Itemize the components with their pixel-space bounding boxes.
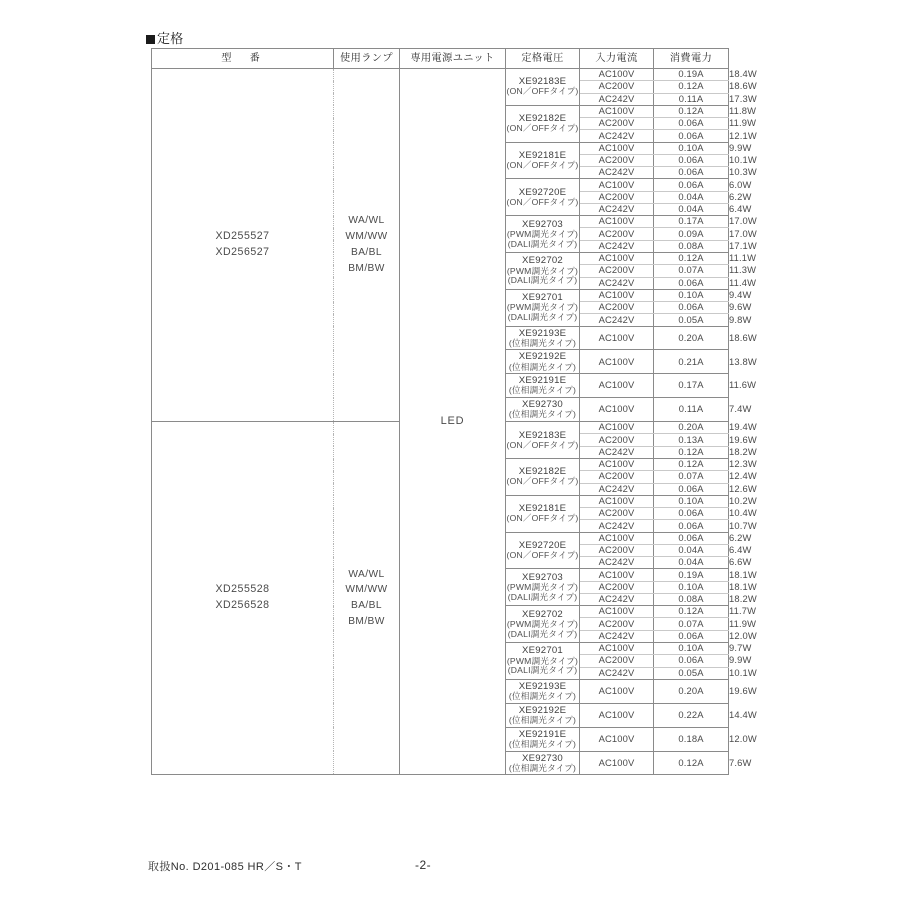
power-unit-type: (PWM調光タイプ) [506,581,579,592]
power-unit-type: (位相調光タイプ) [508,409,577,420]
rated-voltage-value: AC200V [580,471,654,483]
table-row: XE92703 (PWM調光タイプ) (DALI調光タイプ) AC100V 0.19A 18.1W [152,569,729,581]
input-current-value: 0.11A [654,93,729,105]
table-row: AC242V 0.08A 18.2W [152,593,729,605]
table-row: XE92192E (位相調光タイプ) AC100V 0.22A 14.4W [152,703,729,727]
table-row: XE92720E (ON／OFFタイプ) AC100V 0.06A 6.0W [152,179,729,191]
rated-voltage-value: AC242V [580,483,654,495]
specifications-table [151,48,757,775]
power-unit-type: (ON／OFFタイプ) [506,160,579,171]
rated-voltage-value: AC100V [580,703,654,727]
power-unit-cell [506,703,580,727]
rated-voltage-value: AC100V [580,142,654,154]
table-row: AC242V 0.12A 18.2W [152,446,729,458]
power-unit-name: XE92191E [518,375,567,387]
input-current-value: 0.08A [654,240,729,252]
table-row: XD255528 XD256528 WA/WL WM/WW BA/BL BM/BW XE92183E (ON／OFFタイプ) AC100V 0.20A 19.4W [152,422,729,434]
model-number: XD256527 [215,246,270,259]
column-header-power-unit: 専用電源ユニット [400,49,506,69]
input-current-value: 0.08A [654,593,729,605]
table-row: AC242V 0.05A 10.1W [152,667,729,679]
power-unit-name: XE92192E [518,351,567,363]
rated-voltage-value: AC100V [580,495,654,507]
input-current-value: 0.17A [654,216,729,228]
power-unit-type: (PWM調光タイプ) [506,618,579,629]
power-unit-name: XE92181E [518,503,567,515]
power-unit-type: (DALI調光タイプ) [507,665,578,676]
rated-voltage-value: AC100V [580,751,654,775]
rated-voltage-value: AC242V [580,667,654,679]
power-unit-cell [506,422,580,459]
input-current-value: 0.12A [654,606,729,618]
power-unit-type: (PWM調光タイプ) [506,655,579,666]
table-row: AC200V 0.12A 18.6W [152,81,729,93]
power-unit-type: (位相調光タイプ) [508,738,577,749]
power-unit-cell [506,326,580,350]
power-unit-cell [506,398,580,422]
rated-voltage-value: AC200V [580,434,654,446]
rated-voltage-value: AC200V [580,302,654,314]
table-row: AC242V 0.06A 10.3W [152,167,729,179]
rated-voltage-value: AC242V [580,130,654,142]
rated-voltage-value: AC242V [580,277,654,289]
model-number: XD255528 [215,583,270,596]
table-row: XE92702 (PWM調光タイプ) (DALI調光タイプ) AC100V 0.12A 11.1W [152,252,729,264]
rated-voltage-value: AC200V [580,544,654,556]
rated-voltage-value: AC100V [580,727,654,751]
lamp-type-cell: LED [400,69,506,775]
table-row: AC242V 0.05A 9.8W [152,314,729,326]
model-number-cell [152,422,334,775]
rated-voltage-value: AC200V [580,118,654,130]
power-unit-cell [506,179,580,216]
input-current-value: 0.06A [654,277,729,289]
power-unit-type: (ON／OFFタイプ) [506,513,579,524]
power-unit-name: XE92702 [522,255,563,267]
input-current-value: 0.12A [654,105,729,117]
power-unit-type: (位相調光タイプ) [508,714,577,725]
power-unit-cell [506,105,580,142]
column-header-rated-voltage: 定格電圧 [506,49,580,69]
rated-voltage-value: AC100V [580,69,654,81]
input-current-value: 0.19A [654,69,729,81]
table-body [152,68,757,775]
power-unit-name: XE92701 [522,645,563,657]
input-current-value: 0.12A [654,459,729,471]
input-current-value: 0.20A [654,422,729,434]
input-current-value: 0.06A [654,130,729,142]
power-unit-name: XE92703 [522,571,563,583]
power-unit-name: XE92702 [522,608,563,620]
lamp-code: BM/BW [348,616,385,628]
power-unit-cell [506,751,580,775]
rated-voltage-value: AC200V [580,265,654,277]
power-unit-name: XE92730 [522,752,563,764]
column-header-model: 型 番 [152,49,334,69]
power-unit-type: (位相調光タイプ) [508,385,577,396]
rated-voltage-value: AC200V [580,228,654,240]
lamp-code-cell [334,69,400,422]
input-current-value: 0.06A [654,302,729,314]
power-unit-name: XE92192E [518,704,567,716]
table-row: AC200V 0.06A 10.1W [152,154,729,166]
table-row: AC200V 0.06A 9.6W [152,302,729,314]
table-row: XD255527 XD256527 WA/WL WM/WW BA/BL BM/BW LED XE92183E (ON／OFFタイプ) AC100V 0.19A 18.4W [152,69,729,81]
rated-voltage-value: AC242V [580,203,654,215]
rated-voltage-value: AC242V [580,240,654,252]
power-unit-cell [506,289,580,326]
power-unit-type: (ON／OFFタイプ) [506,86,579,97]
power-unit-type: (ON／OFFタイプ) [506,123,579,134]
rated-voltage-value: AC100V [580,642,654,654]
rated-voltage-value: AC100V [580,459,654,471]
power-unit-type: (ON／OFFタイプ) [506,550,579,561]
footer-page-number: -2- [415,858,432,872]
table-row: AC200V 0.07A 11.9W [152,618,729,630]
table-row: XE92182E (ON／OFFタイプ) AC100V 0.12A 11.8W [152,105,729,117]
table-row: AC242V 0.06A 12.0W [152,630,729,642]
power-unit-cell [506,350,580,374]
table-row: AC242V 0.06A 12.1W [152,130,729,142]
power-unit-cell [506,679,580,703]
rated-voltage-value: AC200V [580,508,654,520]
input-current-value: 0.10A [654,142,729,154]
power-unit-cell [506,374,580,398]
power-unit-type: (ON／OFFタイプ) [506,476,579,487]
power-unit-cell [506,252,580,289]
page-title [146,28,184,47]
input-current-value: 0.13A [654,434,729,446]
rated-voltage-value: AC200V [580,618,654,630]
input-current-value: 0.21A [654,350,729,374]
table-row: XE92730 (位相調光タイプ) AC100V 0.12A 7.6W [152,751,729,775]
input-current-value: 0.22A [654,703,729,727]
input-current-value: 0.07A [654,265,729,277]
power-unit-cell [506,495,580,532]
input-current-value: 0.06A [654,483,729,495]
power-unit-name: XE92191E [518,728,567,740]
input-current-value: 0.06A [654,154,729,166]
table-row: XE92701 (PWM調光タイプ) (DALI調光タイプ) AC100V 0.10A 9.7W [152,642,729,654]
power-unit-name: XE92183E [518,76,567,88]
power-unit-cell [506,606,580,643]
power-unit-cell [506,69,580,106]
table-row: XE92181E (ON／OFFタイプ) AC100V 0.10A 9.9W [152,142,729,154]
section-marker-icon [146,35,155,44]
rated-voltage-value: AC100V [580,289,654,301]
table-row: AC200V 0.13A 19.6W [152,434,729,446]
power-unit-cell [506,642,580,679]
input-current-value: 0.09A [654,228,729,240]
input-current-value: 0.04A [654,203,729,215]
table-row: XE92191E (位相調光タイプ) AC100V 0.18A 12.0W [152,727,729,751]
input-current-value: 0.06A [654,630,729,642]
rated-voltage-value: AC100V [580,350,654,374]
power-unit-name: XE92720E [518,540,567,552]
rated-voltage-value: AC100V [580,532,654,544]
power-unit-name: XE92181E [518,150,567,162]
input-current-value: 0.06A [654,532,729,544]
power-unit-type: (DALI調光タイプ) [507,238,578,249]
table-row: XE92720E (ON／OFFタイプ) AC100V 0.06A 6.2W [152,532,729,544]
header-row [152,49,729,69]
rated-voltage-value: AC100V [580,569,654,581]
power-unit-name: XE92193E [518,680,567,692]
input-current-value: 0.07A [654,618,729,630]
power-unit-cell [506,142,580,179]
table-row: XE92193E (位相調光タイプ) AC100V 0.20A 18.6W [152,326,729,350]
lamp-code: BM/BW [348,262,385,274]
rated-voltage-value: AC242V [580,93,654,105]
power-unit-cell [506,569,580,606]
input-current-value: 0.04A [654,544,729,556]
table-row: XE92730 (位相調光タイプ) AC100V 0.11A 7.4W [152,398,729,422]
table-row: AC242V 0.08A 17.1W [152,240,729,252]
input-current-value: 0.04A [654,191,729,203]
input-current-value: 0.20A [654,679,729,703]
table-row: AC200V 0.06A 9.9W [152,655,729,667]
power-unit-name: XE92193E [518,327,567,339]
rated-voltage-value: AC242V [580,593,654,605]
table-row: AC242V 0.06A 10.7W [152,520,729,532]
power-unit-type: (位相調光タイプ) [508,337,577,348]
table-row: XE92703 (PWM調光タイプ) (DALI調光タイプ) AC100V 0.17A 17.0W [152,216,729,228]
table-row: XE92193E (位相調光タイプ) AC100V 0.20A 19.6W [152,679,729,703]
input-current-value: 0.06A [654,655,729,667]
power-unit-name: XE92182E [518,466,567,478]
input-current-value: 0.10A [654,289,729,301]
table-row: XE92182E (ON／OFFタイプ) AC100V 0.12A 12.3W [152,459,729,471]
input-current-value: 0.12A [654,252,729,264]
power-unit-cell [506,216,580,253]
input-current-value: 0.10A [654,495,729,507]
rated-voltage-value: AC100V [580,679,654,703]
table-row: AC200V 0.09A 17.0W [152,228,729,240]
table-row: XE92191E (位相調光タイプ) AC100V 0.17A 11.6W [152,374,729,398]
table-row: AC200V 0.06A 11.9W [152,118,729,130]
lamp-code: WM/WW [345,231,388,243]
model-number: XD255527 [215,230,270,243]
rated-voltage-value: AC200V [580,581,654,593]
rated-voltage-value: AC200V [580,191,654,203]
power-unit-name: XE92703 [522,218,563,230]
power-unit-name: XE92183E [518,429,567,441]
input-current-value: 0.07A [654,471,729,483]
power-unit-cell [506,532,580,569]
input-current-value: 0.06A [654,118,729,130]
input-current-value: 0.06A [654,167,729,179]
power-unit-name: XE92701 [522,292,563,304]
power-unit-type: (位相調光タイプ) [508,361,577,372]
table-row: AC200V 0.07A 11.3W [152,265,729,277]
rated-voltage-value: AC242V [580,520,654,532]
power-unit-type: (DALI調光タイプ) [507,275,578,286]
power-unit-name: XE92720E [518,186,567,198]
power-unit-type: (PWM調光タイプ) [506,302,579,313]
power-unit-name: XE92730 [522,399,563,411]
power-unit-type: (DALI調光タイプ) [507,591,578,602]
input-current-value: 0.12A [654,446,729,458]
power-unit-name: XE92182E [518,113,567,125]
table-row: AC200V 0.04A 6.4W [152,544,729,556]
input-current-value: 0.05A [654,314,729,326]
model-number: XD256528 [215,599,270,612]
table-row: XE92181E (ON／OFFタイプ) AC100V 0.10A 10.2W [152,495,729,507]
power-unit-type: (DALI調光タイプ) [507,312,578,323]
lamp-code-cell [334,422,400,775]
table-row: XE92192E (位相調光タイプ) AC100V 0.21A 13.8W [152,350,729,374]
rated-voltage-value: AC242V [580,630,654,642]
power-unit-type: (位相調光タイプ) [508,762,577,773]
column-header-lamp: 使用ランプ [334,49,400,69]
table-row: AC242V 0.11A 17.3W [152,93,729,105]
lamp-code: BA/BL [351,600,382,612]
power-unit-type: (位相調光タイプ) [508,690,577,701]
table-row: AC200V 0.07A 12.4W [152,471,729,483]
input-current-value: 0.10A [654,581,729,593]
table-row: AC242V 0.04A 6.4W [152,203,729,215]
input-current-value: 0.19A [654,569,729,581]
rated-voltage-value: AC100V [580,422,654,434]
page-title-text: 定格 [157,31,184,46]
footer-document-number: 取扱No. D201-085 HR／S・T [148,861,302,873]
input-current-value: 0.18A [654,727,729,751]
rated-voltage-value: AC100V [580,252,654,264]
rated-voltage-value: AC242V [580,446,654,458]
table-row: AC242V 0.06A 11.4W [152,277,729,289]
rated-voltage-value: AC200V [580,655,654,667]
input-current-value: 0.06A [654,508,729,520]
rated-voltage-value: AC100V [580,105,654,117]
rated-voltage-value: AC100V [580,326,654,350]
lamp-code: BA/BL [351,247,382,259]
input-current-value: 0.06A [654,179,729,191]
table-row: AC200V 0.10A 18.1W [152,581,729,593]
rated-voltage-value: AC100V [580,398,654,422]
rated-voltage-value: AC200V [580,154,654,166]
input-current-value: 0.20A [654,326,729,350]
power-unit-type: (PWM調光タイプ) [506,228,579,239]
table-row: XE92702 (PWM調光タイプ) (DALI調光タイプ) AC100V 0.12A 11.7W [152,606,729,618]
input-current-value: 0.05A [654,667,729,679]
rated-voltage-value: AC242V [580,314,654,326]
rated-voltage-value: AC100V [580,216,654,228]
table-row: AC242V 0.04A 6.6W [152,557,729,569]
lamp-code: WA/WL [348,568,385,580]
input-current-value: 0.17A [654,374,729,398]
power-unit-cell [506,727,580,751]
column-header-input-current: 入力電流 [580,49,654,69]
column-header-power-consumption: 消費電力 [654,49,729,69]
table-row: AC200V 0.04A 6.2W [152,191,729,203]
input-current-value: 0.06A [654,520,729,532]
model-number-cell [152,69,334,422]
input-current-value: 0.10A [654,642,729,654]
rated-voltage-value: AC100V [580,374,654,398]
power-unit-type: (PWM調光タイプ) [506,265,579,276]
rated-voltage-value: AC100V [580,606,654,618]
input-current-value: 0.11A [654,398,729,422]
rated-voltage-value: AC242V [580,167,654,179]
rated-voltage-value: AC200V [580,81,654,93]
table-row: AC200V 0.06A 10.4W [152,508,729,520]
table-header [152,49,729,69]
table-row: XE92701 (PWM調光タイプ) (DALI調光タイプ) AC100V 0.10A 9.4W [152,289,729,301]
table-row: AC242V 0.06A 12.6W [152,483,729,495]
lamp-code: WA/WL [348,215,385,227]
power-unit-type: (ON／OFFタイプ) [506,439,579,450]
input-current-value: 0.04A [654,557,729,569]
rated-voltage-value: AC242V [580,557,654,569]
power-unit-type: (DALI調光タイプ) [507,628,578,639]
power-unit-cell [506,459,580,496]
power-unit-type: (ON／OFFタイプ) [506,196,579,207]
rated-voltage-value: AC100V [580,179,654,191]
input-current-value: 0.12A [654,751,729,775]
lamp-code: WM/WW [345,584,388,596]
input-current-value: 0.12A [654,81,729,93]
